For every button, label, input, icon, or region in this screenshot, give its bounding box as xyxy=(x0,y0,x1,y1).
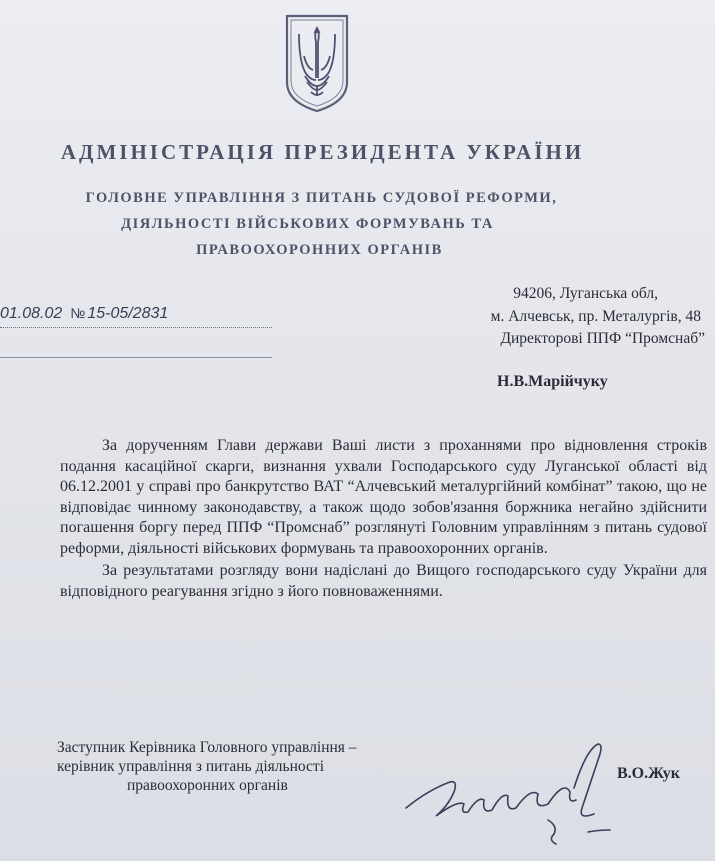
address-line-3: Директорові ППФ “Промснаб” xyxy=(500,330,705,347)
handwritten-signature xyxy=(398,730,618,850)
signatory-title xyxy=(57,738,357,795)
body-paragraph-2: За результатами розгляду вони надіслані до Вищого господарського суду України для відповідного реагування згідно з його повноваженнями. xyxy=(60,562,707,600)
body-paragraph-1: За дорученням Глави держави Ваші листи з проханнями про відновлення строків подання касаційної скарги, визнання ухвали Господарського суду Луганської області від 06.12.2001 у справі про банкрутство ВАТ “Алчевський металургійний комбінат” такою, що не відповідає чинному законодавству, а також щодо зобов'язання боржника негайно здійснити погашення боргу перед ППФ “Промснаб” розглянуті Головним управлінням з питань судової реформи, діяльності військових формувань та правоохоронних органів. xyxy=(60,437,707,557)
department-line-2: ДІЯЛЬНОСТІ ВІЙСЬКОВИХ ФОРМУВАНЬ ТА xyxy=(121,216,494,232)
signatory-name: В.О.Жук xyxy=(617,765,680,782)
signatory-title-line-3: правоохоронних органів xyxy=(127,777,288,794)
reply-reference-line xyxy=(0,357,272,358)
letter-body xyxy=(60,436,707,602)
department-line-1: ГОЛОВНЕ УПРАВЛІННЯ З ПИТАНЬ СУДОВОЇ РЕФОРМИ, xyxy=(85,190,558,206)
address-line-2: м. Алчевськ, пр. Металургів, 48 xyxy=(490,308,701,325)
reference-line xyxy=(0,305,168,323)
reference-number: 15-05/2831 xyxy=(87,305,169,322)
address-line-1: 94206, Луганська обл, xyxy=(513,285,658,302)
signatory-title-line-2: керівник управління з питань діяльності xyxy=(57,758,325,775)
number-sign: № xyxy=(70,305,86,321)
recipient-name: Н.В.Марійчуку xyxy=(497,373,608,390)
reference-date: 01.08.02 xyxy=(0,305,63,322)
department-line-3: ПРАВООХОРОННИХ ОРГАНІВ xyxy=(196,242,443,258)
organization-title: АДМІНІСТРАЦІЯ ПРЕЗИДЕНТА УКРАЇНИ xyxy=(60,140,585,164)
signatory-title-line-1: Заступник Керівника Головного управління – xyxy=(57,739,357,756)
trident-emblem-icon xyxy=(283,12,351,114)
reference-underline xyxy=(0,327,272,328)
